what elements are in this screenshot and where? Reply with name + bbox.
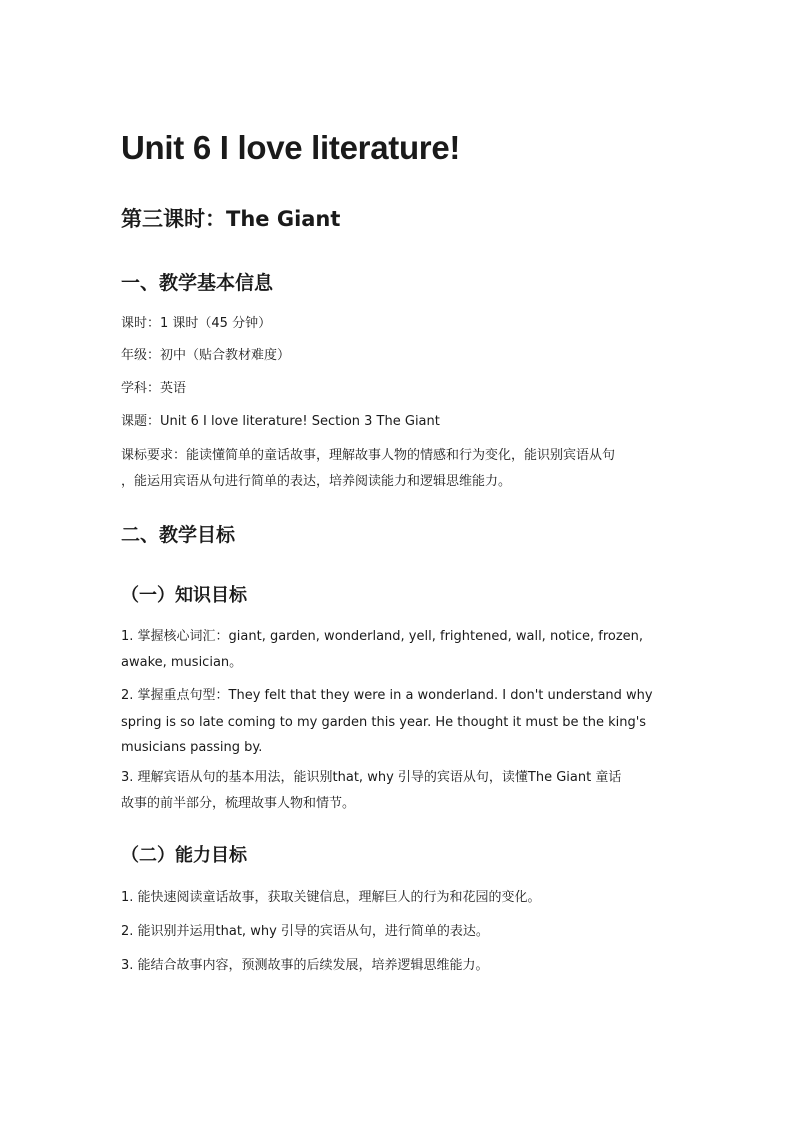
knowledge-item-2-line-3: musicians passing by. [121, 740, 263, 755]
knowledge-item-3-line-2: 故事的前半部分，梳理故事人物和情节。 [121, 796, 356, 811]
info-subject: 学科：英语 [121, 381, 187, 396]
section-heading-objectives: 二、教学目标 [121, 524, 236, 546]
knowledge-item-2-line-2: spring is so late coming to my garden this year. He thought it must be the king's [121, 715, 647, 730]
subheading-knowledge-objectives: （一）知识目标 [121, 585, 247, 606]
ability-item-2: 2. 能识别并运用that, why 引导的宾语从句，进行简单的表达。 [121, 924, 489, 939]
info-hours: 课时：1 课时（45 分钟） [121, 316, 272, 331]
lesson-title: 第三课时：The Giant [121, 207, 341, 231]
knowledge-item-1-line-1: 1. 掌握核心词汇：giant, garden, wonderland, yell, frightened, wall, notice, frozen, [121, 629, 644, 644]
ability-item-1: 1. 能快速阅读童话故事，获取关键信息，理解巨人的行为和花园的变化。 [121, 890, 541, 905]
info-topic: 课题：Unit 6 I love literature! Section 3 The Giant [121, 414, 440, 429]
info-requirement-line-1: 课标要求：能读懂简单的童话故事，理解故事人物的情感和行为变化，能识别宾语从句 [121, 448, 616, 463]
knowledge-item-2-line-1: 2. 掌握重点句型：They felt that they were in a wonderland. I don't understand why [121, 688, 653, 703]
ability-item-3: 3. 能结合故事内容，预测故事的后续发展，培养逻辑思维能力。 [121, 958, 489, 973]
section-heading-basic-info: 一、教学基本信息 [121, 272, 274, 294]
knowledge-item-3-line-1: 3. 理解宾语从句的基本用法，能识别that, why 引导的宾语从句，读懂The Giant 童话 [121, 770, 622, 785]
info-grade: 年级：初中（贴合教材难度） [121, 348, 291, 363]
document-title: Unit 6 I love literature! [121, 129, 461, 166]
knowledge-item-1-line-2: awake, musician。 [121, 655, 243, 670]
info-requirement-line-2: ，能运用宾语从句进行简单的表达，培养阅读能力和逻辑思维能力。 [121, 474, 512, 489]
subheading-ability-objectives: （二）能力目标 [121, 845, 247, 866]
